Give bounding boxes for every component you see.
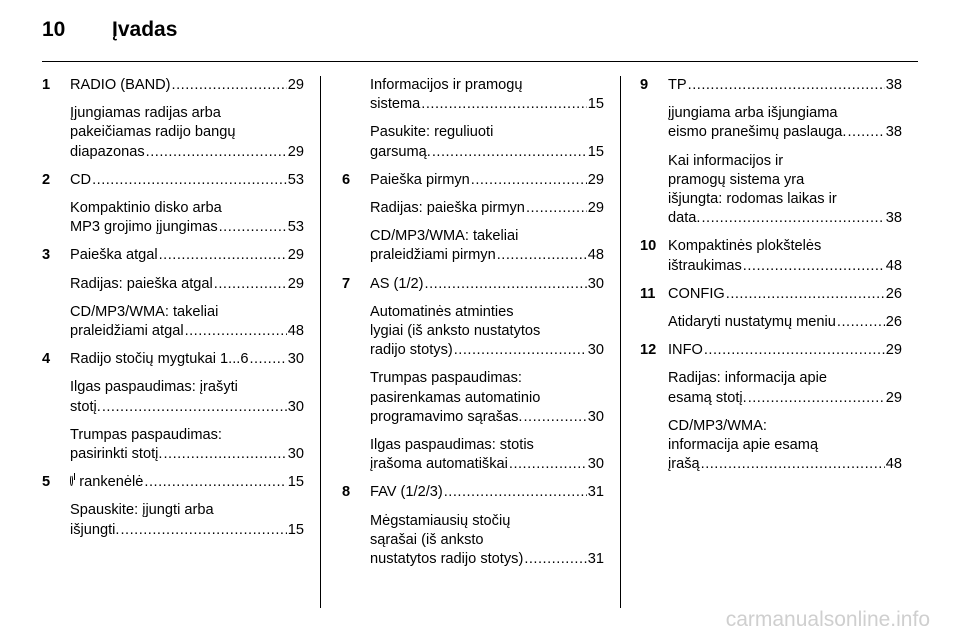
page-reference: 26 — [885, 314, 902, 331]
entry-body — [70, 473, 304, 492]
entry-text-line: įrašoma automatiškai — [370, 456, 508, 473]
entry-number: 5 — [42, 474, 51, 491]
entry-body — [370, 369, 604, 427]
entry-text-line: Radijas: informacija apie — [668, 370, 827, 387]
dot-leader — [425, 275, 587, 294]
entry-text-line: Kai informacijos ir — [668, 152, 784, 169]
entry-body — [70, 171, 304, 190]
entry-number — [640, 152, 668, 229]
entry-text-line: radijo stotys) — [370, 342, 453, 359]
index-entry — [640, 369, 902, 407]
power-icon — [70, 475, 73, 486]
page-reference: 31 — [587, 484, 604, 501]
page-reference: 15 — [287, 521, 304, 538]
entry-leader-line — [370, 143, 604, 162]
index-entry — [42, 303, 304, 341]
entry-leader-line — [668, 257, 902, 276]
index-entry — [42, 104, 304, 162]
dot-leader — [249, 350, 286, 369]
entry-number — [342, 369, 370, 427]
entry-leader-line — [70, 171, 304, 190]
index-column-1 — [42, 76, 304, 549]
entry-text-line: CD/MP3/WMA: — [668, 417, 767, 434]
entry-text-line: Trumpas paspaudimas: — [370, 370, 522, 387]
entry-body — [70, 350, 304, 369]
page-reference: 53 — [287, 219, 304, 236]
entry-body — [668, 369, 902, 407]
index-entry — [42, 473, 304, 492]
index-entry — [640, 417, 902, 475]
dot-leader — [523, 408, 586, 427]
entry-leader-line — [668, 123, 902, 142]
entry-text-line: informacija apie esamą — [668, 437, 819, 454]
entry-body — [70, 104, 304, 162]
page-reference: 29 — [885, 342, 902, 359]
entry-number — [342, 199, 370, 218]
dot-leader — [701, 455, 885, 474]
entry-body — [70, 378, 304, 416]
index-entry — [640, 313, 902, 332]
entry-body — [370, 171, 604, 190]
page-reference: 48 — [885, 456, 902, 473]
page-reference: 29 — [587, 171, 604, 188]
index-entry — [42, 378, 304, 416]
page-reference: 30 — [587, 275, 604, 292]
index-entry — [342, 512, 604, 570]
entry-text-line: Kompaktinės plokštelės — [668, 238, 822, 255]
entry-leader-line — [370, 455, 604, 474]
entry-text-line: CD/MP3/WMA: takeliai — [70, 303, 219, 320]
entry-text-line: praleidžiami atgal — [70, 323, 184, 340]
page-reference: 26 — [885, 285, 902, 302]
entry-text-line: Automatinės atminties — [370, 303, 514, 320]
entry-number — [342, 227, 370, 265]
dot-leader — [219, 218, 287, 237]
entry-text-line: CONFIG — [668, 285, 725, 302]
entry-text-line: Kompaktinio disko arba — [70, 200, 222, 217]
entry-text-line: Paieška pirmyn — [370, 171, 470, 188]
entry-text-line: garsumą. — [370, 143, 431, 160]
watermark: carmanualsonline.info — [725, 608, 930, 631]
page-number: 10 — [42, 18, 66, 41]
entry-body — [70, 426, 304, 464]
entry-text-line: įrašą — [668, 456, 700, 473]
page-reference: 30 — [287, 446, 304, 463]
dot-leader — [120, 521, 286, 540]
dot-leader — [704, 341, 885, 360]
dot-leader — [146, 143, 287, 162]
page-reference: 29 — [587, 200, 604, 217]
entry-number — [42, 303, 70, 341]
entry-number: 12 — [640, 342, 657, 359]
entry-leader-line — [668, 455, 902, 474]
entry-text-line: TP — [668, 77, 687, 93]
entry-text-line: Radijas: paieška atgal — [70, 275, 213, 292]
entry-leader-line — [70, 275, 304, 294]
entry-text-line: pasirenkamas automatinio — [370, 389, 541, 406]
entry-text-line: eismo pranešimų paslauga. — [668, 124, 847, 141]
page-reference: 48 — [885, 257, 902, 274]
page-reference: 29 — [287, 143, 304, 160]
entry-text-line: išjungti. — [70, 521, 120, 538]
entry-text-line: Ilgas paspaudimas: įrašyti — [70, 379, 238, 396]
entry-leader-line — [70, 350, 304, 369]
dot-leader — [726, 285, 885, 304]
entry-number — [640, 313, 668, 332]
entry-number — [342, 436, 370, 474]
page-reference: 38 — [885, 124, 902, 141]
entry-number — [640, 104, 668, 142]
entry-leader-line — [70, 521, 304, 540]
dot-leader — [837, 313, 885, 332]
entry-leader-line — [370, 275, 604, 294]
entry-text-line: įjungiama arba išjungiama — [668, 105, 838, 122]
index-entry — [640, 237, 902, 275]
index-entry — [640, 152, 902, 229]
entry-body — [70, 246, 304, 265]
page-reference: 48 — [287, 323, 304, 340]
entry-body — [668, 285, 902, 304]
entry-text-line: pasirinkti stotį. — [70, 446, 163, 463]
entry-number — [342, 76, 370, 114]
dot-leader — [92, 171, 287, 190]
index-column-3 — [640, 76, 902, 483]
page-reference: 29 — [287, 77, 304, 93]
entry-number: 3 — [42, 247, 51, 264]
dot-leader — [701, 209, 884, 228]
entry-text-line: pakeičiamas radijo bangų — [70, 124, 236, 141]
entry-leader-line — [70, 398, 304, 417]
page-reference: 38 — [885, 210, 902, 227]
entry-body — [370, 76, 604, 114]
index-entry — [42, 246, 304, 265]
page-reference: 30 — [587, 408, 604, 425]
entry-text-line: Radijo stočių mygtukai 1...6 — [70, 351, 249, 368]
index-entry — [342, 76, 604, 114]
index-entry — [42, 275, 304, 294]
entry-number — [42, 104, 70, 162]
entry-body — [70, 303, 304, 341]
entry-text-line: Spauskite: įjungti arba — [70, 502, 214, 519]
entry-text-line: praleidžiami pirmyn — [370, 247, 496, 264]
index-entry — [342, 483, 604, 502]
dot-leader — [526, 199, 587, 218]
entry-text-line: MP3 grojimo įjungimas — [70, 219, 218, 236]
page-reference: 15 — [587, 96, 604, 113]
page-header — [42, 18, 177, 48]
entry-text-line: AS (1/2) — [370, 275, 424, 292]
dot-leader — [144, 473, 286, 492]
entry-text-line: programavimo sąrašas. — [370, 408, 523, 425]
entry-number — [342, 512, 370, 570]
entry-text-line: RADIO (BAND) — [70, 77, 171, 93]
entry-leader-line — [70, 143, 304, 162]
index-entry — [640, 104, 902, 142]
entry-number: 1 — [42, 77, 51, 93]
entry-text-line: Trumpas paspaudimas: — [70, 426, 222, 443]
entry-leader-line — [370, 341, 604, 360]
index-entry — [42, 350, 304, 369]
entry-leader-line — [70, 76, 304, 95]
entry-leader-line — [668, 209, 902, 228]
entry-number — [42, 275, 70, 294]
entry-body — [370, 512, 604, 570]
entry-number — [640, 369, 668, 407]
page-title: Įvadas — [112, 18, 178, 41]
index-entry — [640, 285, 902, 304]
entry-body — [370, 483, 604, 502]
page-reference: 30 — [587, 456, 604, 473]
page-reference: 29 — [885, 389, 902, 406]
entry-leader-line — [70, 218, 304, 237]
entry-leader-line — [70, 322, 304, 341]
entry-text-line: ištraukimas — [668, 257, 742, 274]
dot-leader — [497, 246, 587, 265]
page-reference: 30 — [287, 398, 304, 415]
entry-text-line: Pasukite: reguliuoti — [370, 124, 494, 141]
entry-number — [342, 303, 370, 361]
index-entry — [42, 171, 304, 190]
index-entry — [342, 369, 604, 427]
entry-body — [668, 237, 902, 275]
index-entry — [342, 275, 604, 294]
dot-leader — [847, 123, 884, 142]
index-entry — [342, 303, 604, 361]
page-reference: 15 — [287, 474, 304, 491]
entry-text-line: Atidaryti nustatymų meniu — [668, 314, 836, 331]
entry-text-line: Informacijos ir pramogų — [370, 77, 523, 93]
entry-number: 6 — [342, 171, 351, 188]
entry-body — [370, 275, 604, 294]
entry-body — [370, 436, 604, 474]
index-entry — [42, 199, 304, 237]
index-column-2 — [342, 76, 604, 578]
dot-leader — [163, 445, 286, 464]
entry-leader-line — [70, 473, 304, 492]
entry-body — [70, 275, 304, 294]
dot-leader — [524, 550, 586, 569]
entry-text-line: lygiai (iš anksto nustatytos — [370, 323, 541, 340]
index-entry — [342, 123, 604, 161]
entry-number: 11 — [640, 285, 656, 302]
entry-leader-line — [370, 199, 604, 218]
dot-leader — [172, 76, 287, 95]
entry-text-line: Radijas: paieška pirmyn — [370, 200, 525, 217]
entry-text-line: data. — [668, 210, 701, 227]
page-reference: 53 — [287, 171, 304, 188]
entry-text-line: sistema — [370, 96, 421, 113]
index-entry — [42, 76, 304, 95]
entry-leader-line — [668, 341, 902, 360]
page-reference: 38 — [885, 77, 902, 93]
column-divider-2 — [620, 76, 621, 608]
entry-text-line: Ilgas paspaudimas: stotis — [370, 437, 534, 454]
index-entry — [42, 501, 304, 539]
entry-text-line: diapazonas — [70, 143, 145, 160]
page-reference: 48 — [587, 247, 604, 264]
dot-leader — [185, 322, 287, 341]
page-reference: 30 — [287, 351, 304, 368]
entry-leader-line — [70, 445, 304, 464]
dot-leader — [743, 257, 885, 276]
entry-body — [370, 199, 604, 218]
index-entry — [342, 227, 604, 265]
entry-number: 4 — [42, 351, 51, 368]
entry-number — [640, 417, 668, 475]
entry-number — [42, 426, 70, 464]
entry-leader-line — [668, 285, 902, 304]
entry-body — [370, 303, 604, 361]
dot-leader — [102, 398, 287, 417]
entry-body — [668, 104, 902, 142]
index-entry — [342, 199, 604, 218]
dot-leader — [432, 143, 587, 162]
entry-text-line: Įjungiamas radijas arba — [70, 105, 221, 122]
entry-leader-line — [370, 483, 604, 502]
entry-number — [42, 501, 70, 539]
entry-body — [370, 227, 604, 265]
entry-number — [42, 199, 70, 237]
dot-leader — [471, 171, 587, 190]
index-entry — [342, 436, 604, 474]
dot-leader — [444, 483, 587, 502]
dot-leader — [421, 95, 586, 114]
entry-number: 8 — [342, 484, 351, 501]
page-reference: 31 — [587, 551, 604, 568]
entry-text-line: Mėgstamiausių stočių — [370, 512, 511, 529]
entry-body — [668, 152, 902, 229]
entry-text-line: stotį. — [70, 398, 101, 415]
entry-text-line: CD/MP3/WMA: takeliai — [370, 228, 519, 245]
entry-leader-line — [70, 246, 304, 265]
page-reference: 29 — [287, 275, 304, 292]
entry-body — [668, 313, 902, 332]
entry-body — [668, 76, 902, 95]
entry-leader-line — [668, 313, 902, 332]
index-entry — [640, 76, 902, 95]
entry-text-line: pramogų sistema yra — [668, 171, 805, 188]
entry-body — [668, 417, 902, 475]
entry-text-line: INFO — [668, 342, 703, 359]
index-entry — [342, 171, 604, 190]
entry-number: 7 — [342, 275, 351, 292]
entry-text-line: sąrašai (iš anksto — [370, 531, 484, 548]
dot-leader — [688, 76, 885, 95]
index-entry — [640, 341, 902, 360]
entry-body — [370, 123, 604, 161]
entry-number: 10 — [640, 238, 657, 255]
entry-number — [42, 378, 70, 416]
index-entry — [42, 426, 304, 464]
entry-body — [70, 76, 304, 95]
entry-text-line: rankenėlė — [79, 474, 144, 491]
entry-text-line: nustatytos radijo stotys) — [370, 551, 524, 568]
entry-body — [70, 199, 304, 237]
entry-text-line: FAV (1/2/3) — [370, 484, 443, 501]
page-reference: 29 — [287, 247, 304, 264]
entry-leader-line — [668, 76, 902, 95]
entry-leader-line — [370, 550, 604, 569]
entry-number: 2 — [42, 171, 51, 188]
entry-number: 9 — [640, 77, 649, 93]
entry-leader-line — [370, 171, 604, 190]
entry-leader-line — [370, 246, 604, 265]
entry-text-line: Paieška atgal — [70, 247, 158, 264]
dot-leader — [509, 455, 587, 474]
page-reference: 15 — [587, 143, 604, 160]
entry-leader-line — [370, 95, 604, 114]
dot-leader — [454, 341, 587, 360]
dot-leader — [748, 389, 885, 408]
entry-text-line: CD — [70, 171, 92, 188]
entry-leader-line — [370, 408, 604, 427]
page-reference: 30 — [587, 342, 604, 359]
entry-number — [342, 123, 370, 161]
dot-leader — [214, 275, 287, 294]
column-divider-1 — [320, 76, 321, 608]
entry-text-line: esamą stotį. — [668, 389, 747, 406]
entry-body — [70, 501, 304, 539]
dot-leader — [159, 246, 287, 265]
entry-text-line: išjungta: rodomas laikas ir — [668, 191, 837, 208]
entry-leader-line — [668, 389, 902, 408]
entry-body — [668, 341, 902, 360]
header-rule — [42, 61, 918, 62]
